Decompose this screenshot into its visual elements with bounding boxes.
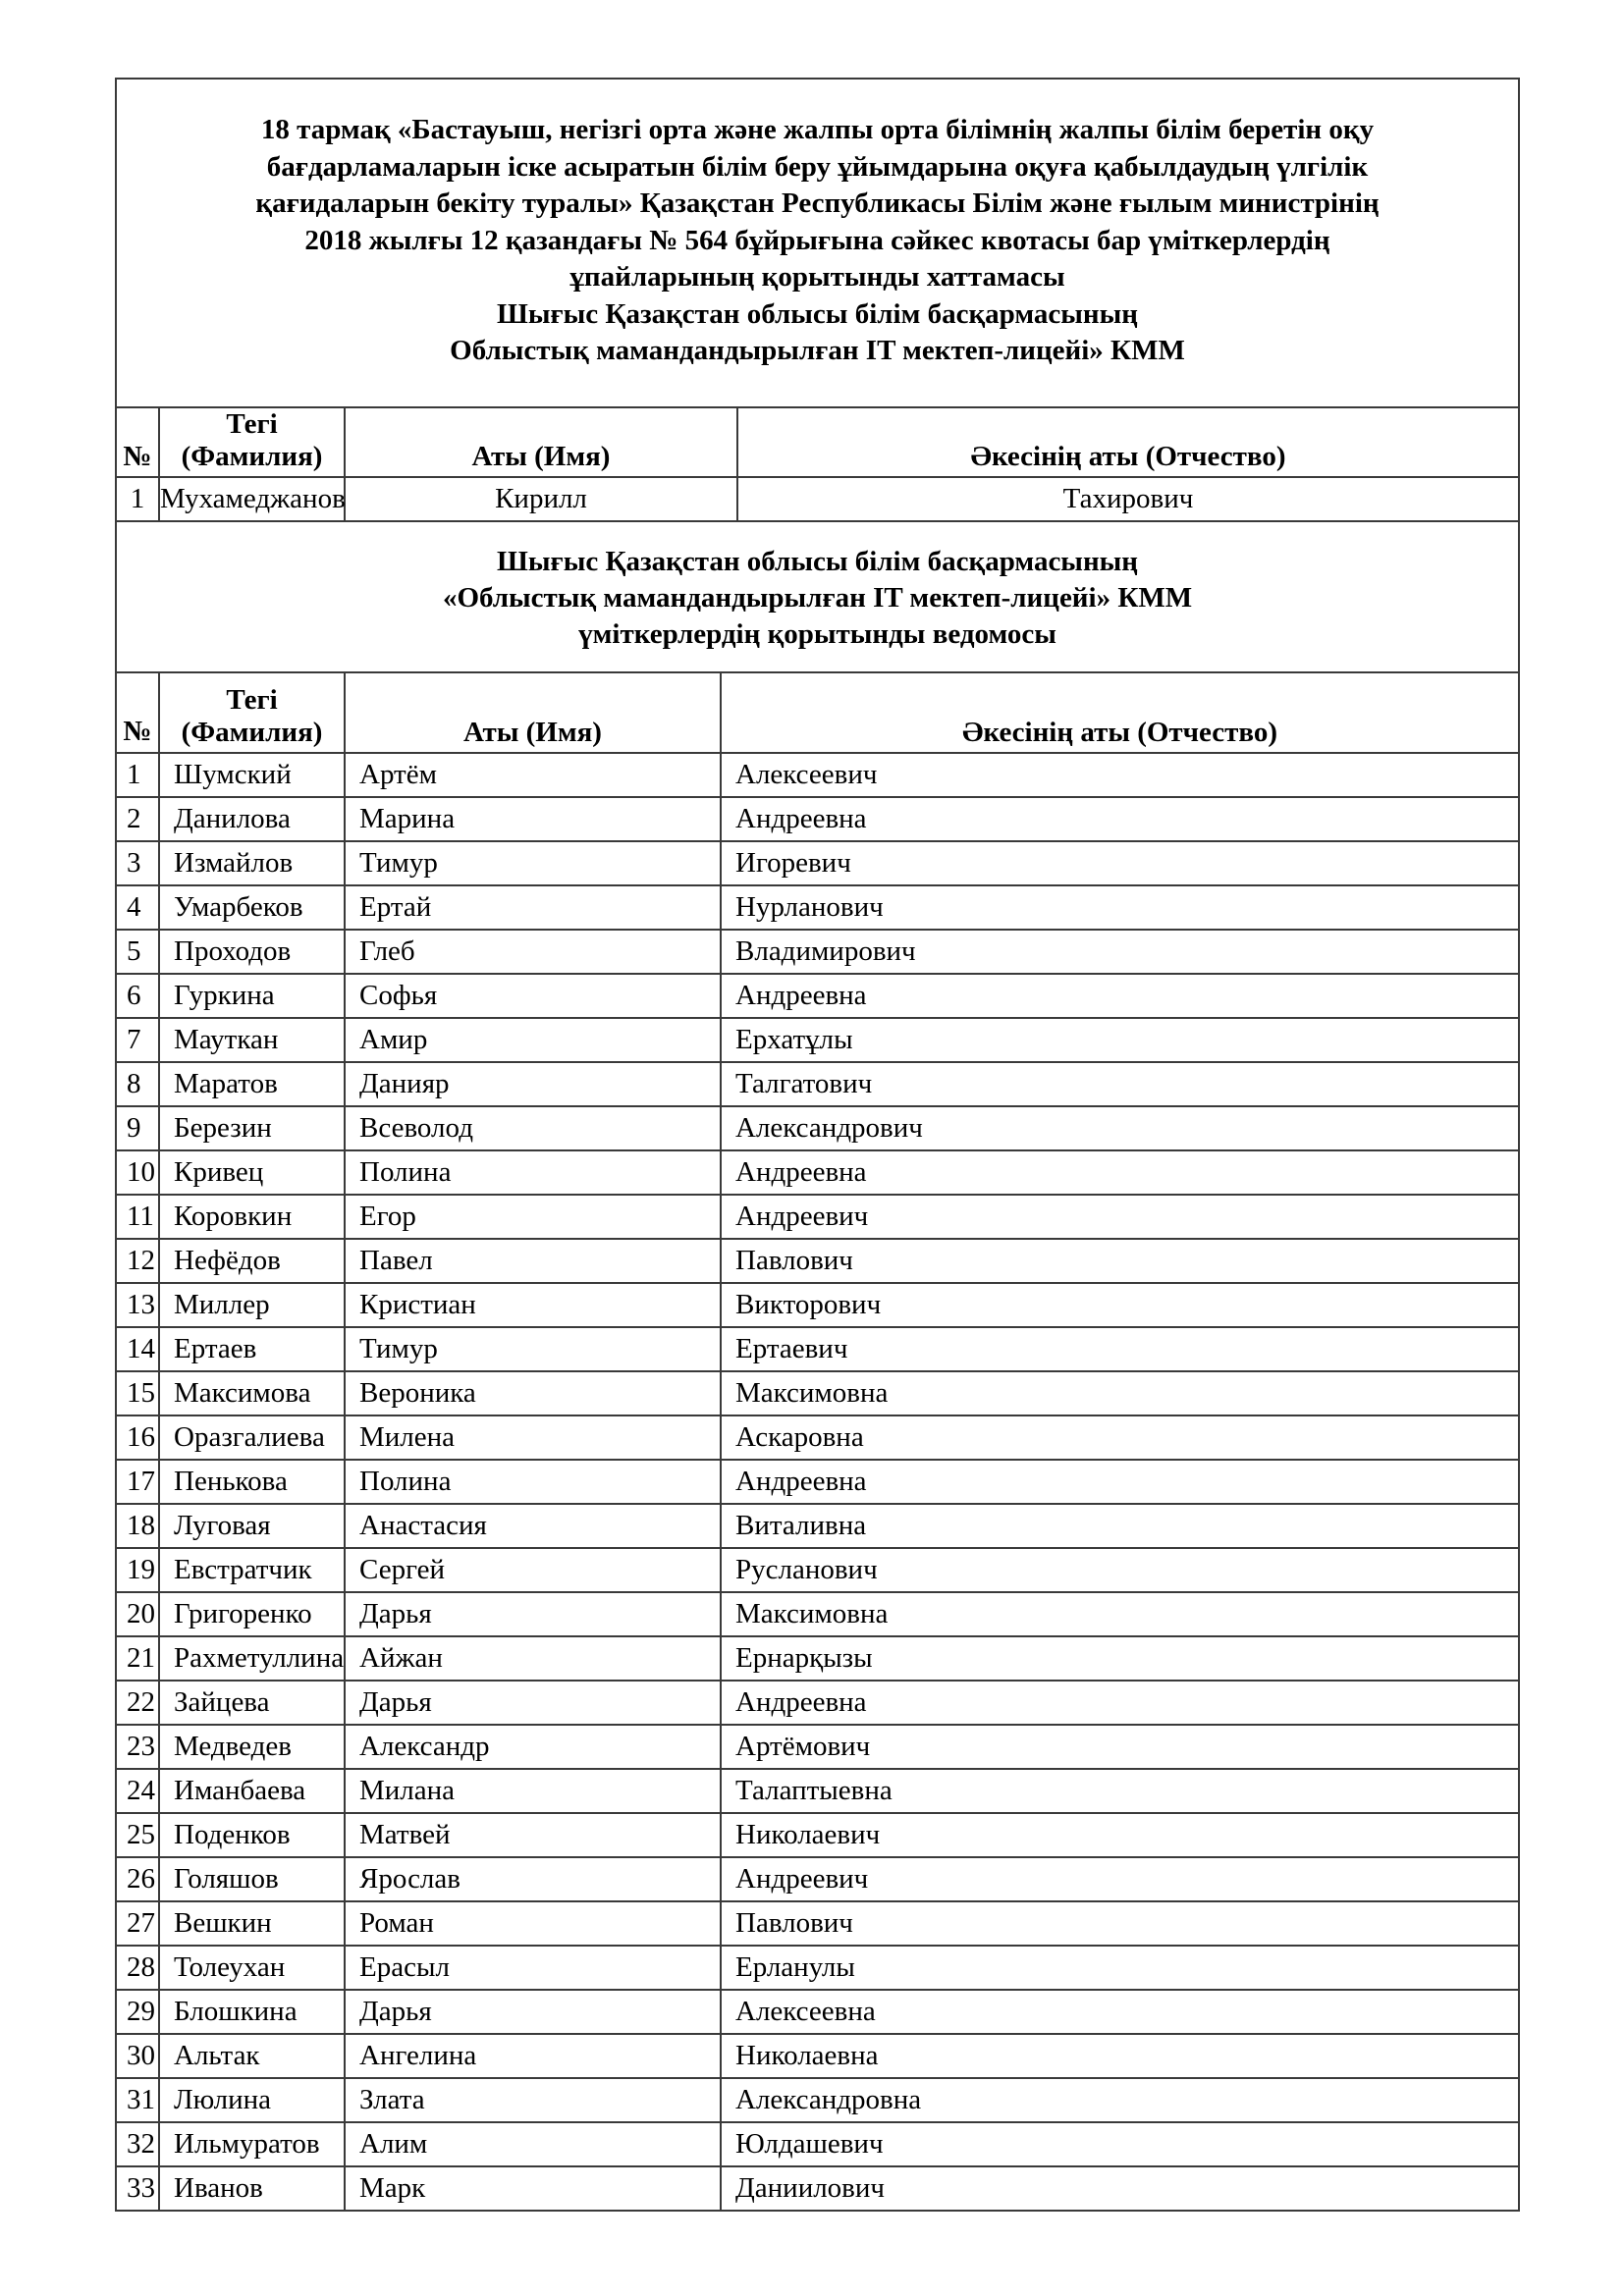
table-row xyxy=(116,2034,1519,2078)
cell-surname: Нефёдов xyxy=(159,1239,345,1283)
cell-name: Тимур xyxy=(345,1327,721,1371)
cell-no: 4 xyxy=(116,885,159,930)
cell-patronymic: Артёмович xyxy=(721,1725,1519,1769)
cell-patronymic: Юлдашевич xyxy=(721,2122,1519,2166)
table-row xyxy=(116,1769,1519,1813)
cell-no: 6 xyxy=(116,974,159,1018)
column-header-name: Аты (Имя) xyxy=(345,407,737,477)
table-row xyxy=(116,1592,1519,1636)
table-row xyxy=(116,477,1519,521)
cell-patronymic: Николаевна xyxy=(721,2034,1519,2078)
protocol-title-line: ұпайларының қорытынды хаттамасы xyxy=(569,261,1065,293)
cell-no: 15 xyxy=(116,1371,159,1415)
table-row xyxy=(116,1901,1519,1946)
cell-patronymic: Ерхатұлы xyxy=(721,1018,1519,1062)
table-row xyxy=(116,1062,1519,1106)
protocol-title-line: бағдарламаларын іске асыратын білім беру ұйымдарына оқуға қабылдаудың үлгілік xyxy=(266,150,1369,183)
column-header-patronymic: Әкесінің аты (Отчество) xyxy=(721,672,1519,753)
table-row xyxy=(116,841,1519,885)
cell-surname: Данилова xyxy=(159,797,345,841)
cell-name: Егор xyxy=(345,1195,721,1239)
table-row xyxy=(116,753,1519,797)
statement-title-line: «Облыстық мамандандырылған IT мектеп-лицейі» КММ xyxy=(442,582,1193,614)
cell-name: Артём xyxy=(345,753,721,797)
cell-name: Ярослав xyxy=(345,1857,721,1901)
cell-patronymic: Александровна xyxy=(721,2078,1519,2122)
cell-patronymic: Талаптыевна xyxy=(721,1769,1519,1813)
final-statement-table xyxy=(115,520,1520,2212)
cell-surname: Луговая xyxy=(159,1504,345,1548)
cell-surname: Медведев xyxy=(159,1725,345,1769)
cell-patronymic: Алексеевич xyxy=(721,753,1519,797)
table-row xyxy=(116,1946,1519,1990)
cell-no: 10 xyxy=(116,1150,159,1195)
cell-name: Ангелина xyxy=(345,2034,721,2078)
cell-name: Амир xyxy=(345,1018,721,1062)
cell-surname: Ертаев xyxy=(159,1327,345,1371)
cell-no: 33 xyxy=(116,2166,159,2211)
table-row xyxy=(116,1106,1519,1150)
cell-name: Глеб xyxy=(345,930,721,974)
cell-surname: Рахметуллина xyxy=(159,1636,345,1681)
cell-name: Матвей xyxy=(345,1813,721,1857)
column-header-surname: Тегі (Фамилия) xyxy=(159,407,345,477)
cell-no: 7 xyxy=(116,1018,159,1062)
quota-protocol-table xyxy=(115,78,1520,522)
statement-title xyxy=(116,521,1519,672)
cell-no: 3 xyxy=(116,841,159,885)
cell-surname: Измайлов xyxy=(159,841,345,885)
cell-no: 29 xyxy=(116,1990,159,2034)
cell-patronymic: Алексеевна xyxy=(721,1990,1519,2034)
cell-patronymic: Павлович xyxy=(721,1901,1519,1946)
cell-name: Дарья xyxy=(345,1592,721,1636)
table-row xyxy=(116,1857,1519,1901)
cell-name: Полина xyxy=(345,1460,721,1504)
cell-surname: Евстратчик xyxy=(159,1548,345,1592)
cell-name: Сергей xyxy=(345,1548,721,1592)
cell-name: Кирилл xyxy=(345,477,737,521)
protocol-title-line: 2018 жылғы 12 қазандағы № 564 бұйрығына сәйкес квотасы бар үміткерлердің xyxy=(304,224,1330,256)
cell-no: 9 xyxy=(116,1106,159,1150)
cell-surname: Коровкин xyxy=(159,1195,345,1239)
cell-surname: Кривец xyxy=(159,1150,345,1195)
table-row xyxy=(116,885,1519,930)
cell-no: 20 xyxy=(116,1592,159,1636)
cell-no: 13 xyxy=(116,1283,159,1327)
cell-surname: Вешкин xyxy=(159,1901,345,1946)
cell-surname: Альтак xyxy=(159,2034,345,2078)
cell-name: Ертай xyxy=(345,885,721,930)
cell-no: 2 xyxy=(116,797,159,841)
protocol-title-line: Шығыс Қазақстан облысы білім басқармасының xyxy=(497,297,1138,330)
cell-name: Анастасия xyxy=(345,1504,721,1548)
cell-no: 1 xyxy=(116,753,159,797)
cell-surname: Пенькова xyxy=(159,1460,345,1504)
table-row xyxy=(116,1327,1519,1371)
document-page xyxy=(115,78,1518,2212)
table-row xyxy=(116,1725,1519,1769)
table-row xyxy=(116,2122,1519,2166)
cell-patronymic: Ерланулы xyxy=(721,1946,1519,1990)
cell-name: Софья xyxy=(345,974,721,1018)
cell-name: Роман xyxy=(345,1901,721,1946)
protocol-header-row xyxy=(116,407,1519,477)
cell-no: 8 xyxy=(116,1062,159,1106)
table-row xyxy=(116,1195,1519,1239)
cell-name: Ерасыл xyxy=(345,1946,721,1990)
cell-patronymic: Талгатович xyxy=(721,1062,1519,1106)
cell-patronymic: Андреевна xyxy=(721,1460,1519,1504)
table-row xyxy=(116,1283,1519,1327)
cell-surname: Ильмуратов xyxy=(159,2122,345,2166)
table-row xyxy=(116,1504,1519,1548)
cell-no: 25 xyxy=(116,1813,159,1857)
cell-no: 31 xyxy=(116,2078,159,2122)
cell-surname: Оразгалиева xyxy=(159,1415,345,1460)
cell-no: 22 xyxy=(116,1681,159,1725)
cell-surname: Иманбаева xyxy=(159,1769,345,1813)
table-row xyxy=(116,1990,1519,2034)
column-header-surname-line2: (Фамилия) xyxy=(181,717,323,749)
cell-surname: Зайцева xyxy=(159,1681,345,1725)
cell-patronymic: Павлович xyxy=(721,1239,1519,1283)
cell-patronymic: Андреевич xyxy=(721,1195,1519,1239)
table-row xyxy=(116,930,1519,974)
protocol-title xyxy=(116,79,1519,407)
cell-name: Дарья xyxy=(345,1990,721,2034)
cell-no: 26 xyxy=(116,1857,159,1901)
table-row xyxy=(116,1415,1519,1460)
cell-no: 21 xyxy=(116,1636,159,1681)
table-row xyxy=(116,1681,1519,1725)
table-row xyxy=(116,974,1519,1018)
cell-surname: Березин xyxy=(159,1106,345,1150)
cell-no: 27 xyxy=(116,1901,159,1946)
cell-no: 19 xyxy=(116,1548,159,1592)
table-row xyxy=(116,2078,1519,2122)
table-row xyxy=(116,1150,1519,1195)
cell-name: Данияр xyxy=(345,1062,721,1106)
table-row xyxy=(116,1460,1519,1504)
cell-patronymic: Андреевна xyxy=(721,1150,1519,1195)
cell-name: Милана xyxy=(345,1769,721,1813)
cell-no: 1 xyxy=(116,477,159,521)
column-header-patronymic: Әкесінің аты (Отчество) xyxy=(737,407,1519,477)
cell-surname: Люлина xyxy=(159,2078,345,2122)
cell-no: 24 xyxy=(116,1769,159,1813)
column-header-surname-line1: Тегі xyxy=(226,684,278,716)
cell-patronymic: Андреевна xyxy=(721,1681,1519,1725)
cell-no: 30 xyxy=(116,2034,159,2078)
cell-name: Полина xyxy=(345,1150,721,1195)
cell-patronymic: Викторович xyxy=(721,1283,1519,1327)
cell-patronymic: Андреевна xyxy=(721,974,1519,1018)
cell-patronymic: Тахирович xyxy=(737,477,1519,521)
statement-title-line: үміткерлердің қорытынды ведомосы xyxy=(578,618,1056,651)
table-row xyxy=(116,1548,1519,1592)
statement-title-line: Шығыс Қазақстан облысы білім басқармасының xyxy=(497,546,1139,578)
cell-no: 23 xyxy=(116,1725,159,1769)
cell-patronymic: Даниилович xyxy=(721,2166,1519,2211)
cell-patronymic: Максимовна xyxy=(721,1371,1519,1415)
cell-name: Павел xyxy=(345,1239,721,1283)
cell-name: Александр xyxy=(345,1725,721,1769)
column-header-no: № xyxy=(116,407,159,477)
cell-surname: Блошкина xyxy=(159,1990,345,2034)
cell-no: 5 xyxy=(116,930,159,974)
cell-patronymic: Аскаровна xyxy=(721,1415,1519,1460)
cell-surname: Поденков xyxy=(159,1813,345,1857)
cell-surname: Голяшов xyxy=(159,1857,345,1901)
column-header-surname xyxy=(159,672,345,753)
cell-no: 28 xyxy=(116,1946,159,1990)
cell-surname: Проходов xyxy=(159,930,345,974)
table-row xyxy=(116,2166,1519,2211)
cell-no: 16 xyxy=(116,1415,159,1460)
statement-header-row xyxy=(116,672,1519,753)
statement-rows xyxy=(116,753,1519,2211)
cell-surname: Миллер xyxy=(159,1283,345,1327)
cell-name: Марина xyxy=(345,797,721,841)
cell-name: Злата xyxy=(345,2078,721,2122)
cell-surname: Шумский xyxy=(159,753,345,797)
cell-no: 11 xyxy=(116,1195,159,1239)
cell-patronymic: Виталивна xyxy=(721,1504,1519,1548)
column-header-no: № xyxy=(116,672,159,753)
table-row xyxy=(116,797,1519,841)
table-row xyxy=(116,1636,1519,1681)
cell-no: 12 xyxy=(116,1239,159,1283)
cell-name: Дарья xyxy=(345,1681,721,1725)
cell-no: 32 xyxy=(116,2122,159,2166)
cell-patronymic: Ертаевич xyxy=(721,1327,1519,1371)
cell-surname: Мауткан xyxy=(159,1018,345,1062)
cell-no: 17 xyxy=(116,1460,159,1504)
cell-name: Алим xyxy=(345,2122,721,2166)
cell-no: 14 xyxy=(116,1327,159,1371)
cell-surname: Григоренко xyxy=(159,1592,345,1636)
cell-patronymic: Андреевич xyxy=(721,1857,1519,1901)
cell-surname: Иванов xyxy=(159,2166,345,2211)
cell-surname: Максимова xyxy=(159,1371,345,1415)
cell-name: Всеволод xyxy=(345,1106,721,1150)
cell-surname: Умарбеков xyxy=(159,885,345,930)
column-header-name: Аты (Имя) xyxy=(345,672,721,753)
cell-patronymic: Владимирович xyxy=(721,930,1519,974)
cell-name: Марк xyxy=(345,2166,721,2211)
cell-name: Милена xyxy=(345,1415,721,1460)
table-row xyxy=(116,1018,1519,1062)
protocol-title-line: Облыстық мамандандырылған IT мектеп-лицейі» КММ xyxy=(450,335,1185,366)
cell-surname: Маратов xyxy=(159,1062,345,1106)
cell-patronymic: Андреевна xyxy=(721,797,1519,841)
cell-name: Айжан xyxy=(345,1636,721,1681)
cell-name: Кристиан xyxy=(345,1283,721,1327)
cell-patronymic: Нурланович xyxy=(721,885,1519,930)
cell-name: Вероника xyxy=(345,1371,721,1415)
cell-name: Тимур xyxy=(345,841,721,885)
table-row xyxy=(116,1239,1519,1283)
cell-patronymic: Игоревич xyxy=(721,841,1519,885)
cell-patronymic: Николаевич xyxy=(721,1813,1519,1857)
table-row xyxy=(116,1371,1519,1415)
cell-no: 18 xyxy=(116,1504,159,1548)
table-row xyxy=(116,1813,1519,1857)
cell-patronymic: Максимовна xyxy=(721,1592,1519,1636)
cell-surname: Толеухан xyxy=(159,1946,345,1990)
cell-patronymic: Ернарқызы xyxy=(721,1636,1519,1681)
cell-surname: Гуркина xyxy=(159,974,345,1018)
protocol-title-line: 18 тармақ «Бастауыш, негізгі орта және жалпы орта білімнің жалпы білім беретін оқу xyxy=(260,114,1375,145)
protocol-title-line: қағидаларын бекіту туралы» Қазақстан Республикасы Білім және ғылым министрінің xyxy=(255,187,1380,219)
cell-patronymic: Александрович xyxy=(721,1106,1519,1150)
cell-surname: Мухамеджанов xyxy=(159,477,345,521)
cell-patronymic: Русланович xyxy=(721,1548,1519,1592)
